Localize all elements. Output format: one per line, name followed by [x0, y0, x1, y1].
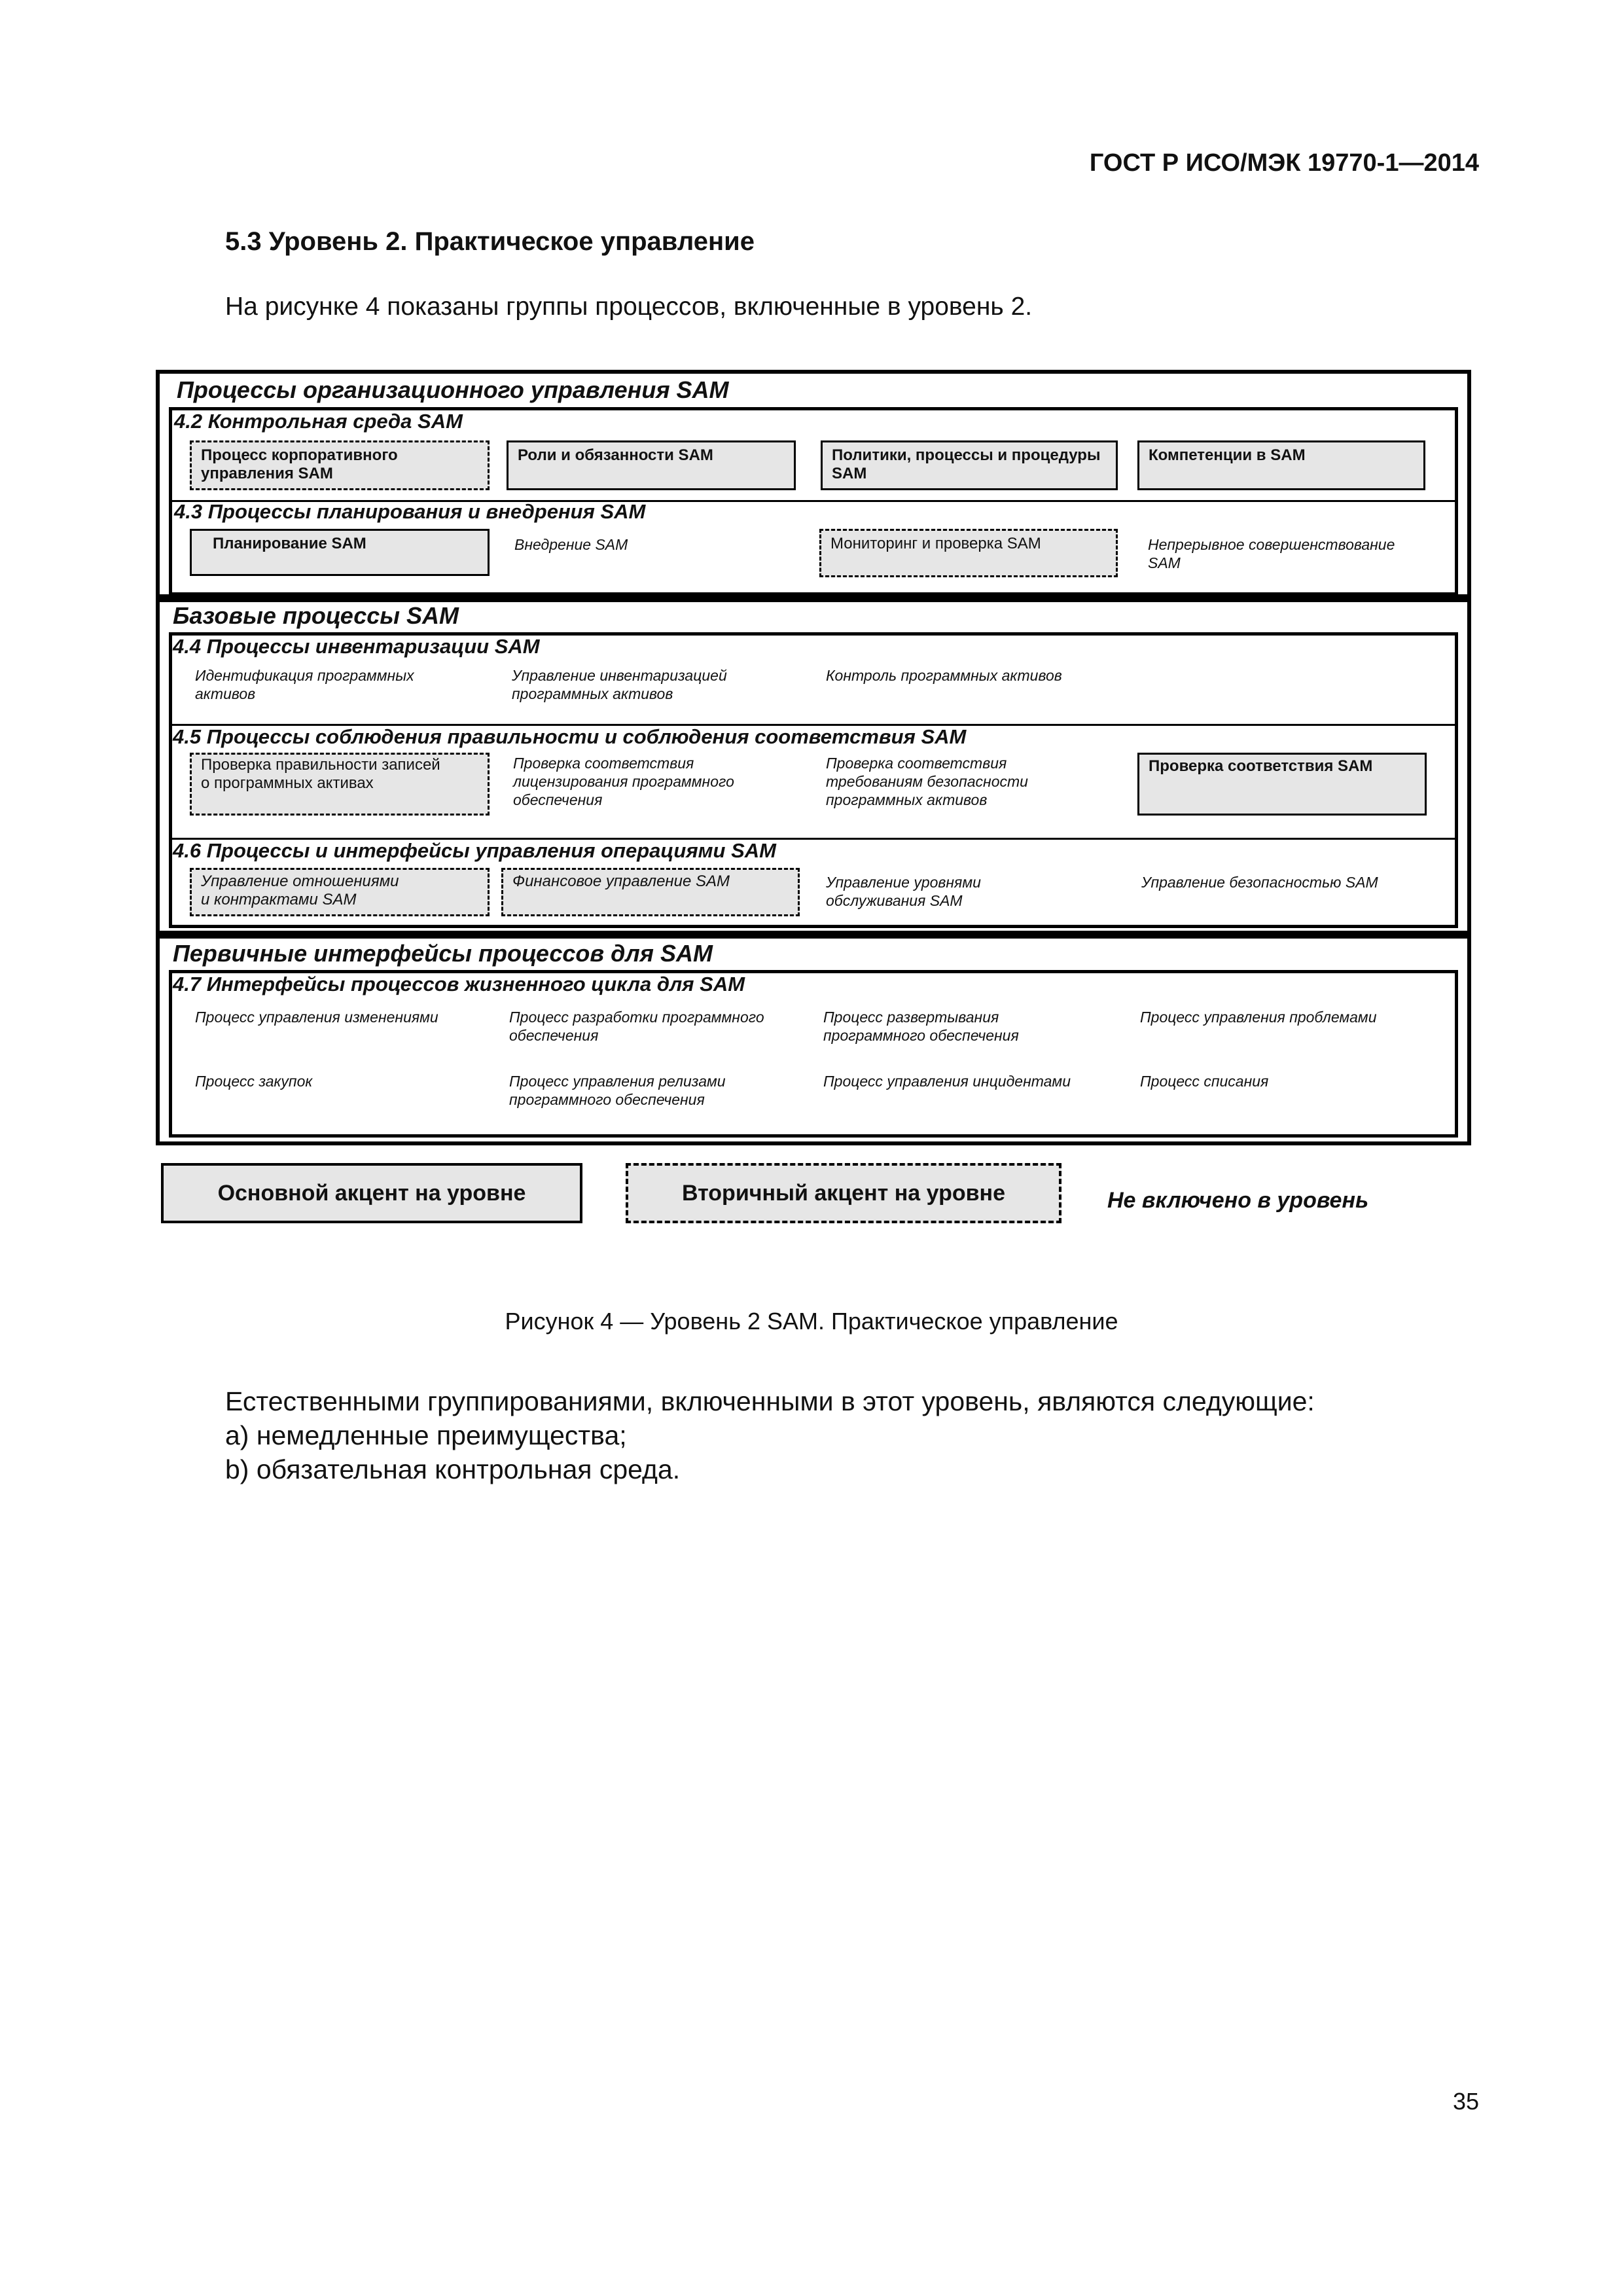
group-title: Базовые процессы SAM [173, 602, 459, 629]
subsection-title: 4.3 Процессы планирования и внедрения SAM [174, 500, 646, 523]
process-box [821, 440, 1118, 490]
process-line: управления SAM [201, 465, 333, 482]
process-box [190, 753, 490, 816]
process-line: программных активов [826, 791, 988, 808]
process-line: Процесс управления проблемами [1140, 1009, 1377, 1026]
process-line: Управление безопасностью SAM [1141, 874, 1378, 891]
process-line: SAM [1148, 554, 1181, 571]
process-text [823, 1008, 1019, 1045]
subsection-title: 4.5 Процессы соблюдения правильности и соблюдения соответствия SAM [173, 725, 967, 748]
process-box [1137, 753, 1427, 816]
process-text [823, 1072, 1071, 1090]
process-line: Процесс разработки программного [509, 1009, 764, 1026]
process-text [826, 754, 1028, 809]
process-text [1141, 873, 1378, 891]
process-line: SAM [832, 465, 867, 482]
legend-not-included: Не включено в уровень [1107, 1188, 1369, 1213]
list-item: b) обязательная контрольная среда. [225, 1454, 681, 1484]
process-line: требованиям безопасности [826, 773, 1028, 790]
process-line: Управление инвентаризацией [512, 667, 727, 684]
process-text [826, 873, 981, 910]
process-line: Проверка соответствия SAM [1149, 757, 1373, 775]
process-line: и контрактами SAM [201, 891, 357, 908]
subsection-title: 4.7 Интерфейсы процессов жизненного цикла для SAM [173, 973, 745, 996]
process-line: программного обеспечения [823, 1027, 1019, 1044]
process-text [826, 666, 1062, 685]
process-line: Роли и обязанности SAM [518, 446, 713, 464]
process-line: обеспечения [513, 791, 603, 808]
section-heading: 5.3 Уровень 2. Практическое управление [225, 227, 755, 256]
conclusion-paragraph: Естественными группированиями, включенными в этот уровень, являются следующие: [225, 1386, 1315, 1416]
process-line: обслуживания SAM [826, 892, 963, 909]
legend-secondary: Вторичный акцент на уровне [626, 1163, 1061, 1223]
process-text [1140, 1008, 1377, 1026]
process-line: Непрерывное совершенствование [1148, 536, 1395, 553]
process-text [509, 1008, 764, 1045]
legend-primary: Основной акцент на уровне [161, 1163, 582, 1223]
process-line: программных активов [512, 685, 673, 702]
process-text [512, 666, 727, 703]
process-box [190, 868, 490, 916]
process-line: Процесс списания [1140, 1073, 1269, 1090]
list-item: a) немедленные преимущества; [225, 1420, 627, 1450]
subsection-title: 4.4 Процессы инвентаризации SAM [173, 635, 540, 658]
process-line: Процесс закупок [195, 1073, 313, 1090]
process-box [507, 440, 796, 490]
process-line: Процесс развертывания [823, 1009, 999, 1026]
process-text [195, 666, 414, 703]
process-box [819, 529, 1118, 577]
process-box [190, 440, 490, 490]
process-line: Контроль программных активов [826, 667, 1062, 684]
process-text [513, 754, 734, 809]
group-title: Процессы организационного управления SAM [177, 376, 729, 403]
group-title: Первичные интерфейсы процессов для SAM [173, 940, 713, 967]
process-text [195, 1072, 312, 1090]
subsection-title: 4.2 Контрольная среда SAM [174, 410, 463, 433]
process-line: Процесс корпоративного [201, 446, 398, 464]
document-number: ГОСТ Р ИСО/МЭК 19770-1—2014 [1089, 149, 1479, 177]
process-line: Планирование SAM [213, 535, 366, 552]
process-line: Внедрение SAM [514, 536, 628, 553]
process-line: лицензирования программного [513, 773, 734, 790]
process-line: Идентификация программных [195, 667, 414, 684]
process-line: Проверка соответствия [826, 755, 1007, 772]
intro-paragraph: На рисунке 4 показаны группы процессов, включенные в уровень 2. [225, 293, 1033, 321]
process-line: о программных активах [201, 774, 374, 792]
process-line: активов [195, 685, 256, 702]
process-line: Процесс управления изменениями [195, 1009, 438, 1026]
process-line: Финансовое управление SAM [512, 872, 730, 890]
process-text [1148, 535, 1395, 572]
process-line: Управление уровнями [826, 874, 981, 891]
process-line: Процесс управления релизами [509, 1073, 726, 1090]
process-line: Процесс управления инцидентами [823, 1073, 1071, 1090]
process-text [514, 535, 628, 554]
process-line: программного обеспечения [509, 1091, 705, 1108]
process-line: Управление отношениями [201, 872, 399, 890]
process-line: Политики, процессы и процедуры [832, 446, 1101, 464]
subsection-title: 4.6 Процессы и интерфейсы управления операциями SAM [173, 839, 776, 862]
process-line: Компетенции в SAM [1149, 446, 1306, 464]
process-box [501, 868, 800, 916]
process-box [1137, 440, 1425, 490]
process-line: Проверка правильности записей [201, 756, 440, 774]
process-text [1140, 1072, 1268, 1090]
process-line: обеспечения [509, 1027, 599, 1044]
process-text [195, 1008, 438, 1026]
process-line: Мониторинг и проверка SAM [830, 535, 1041, 552]
process-box [190, 529, 490, 576]
page-number: 35 [1452, 2088, 1479, 2115]
figure-caption: Рисунок 4 — Уровень 2 SAM. Практическое управление [505, 1308, 1118, 1335]
process-text [509, 1072, 726, 1109]
process-line: Проверка соответствия [513, 755, 694, 772]
